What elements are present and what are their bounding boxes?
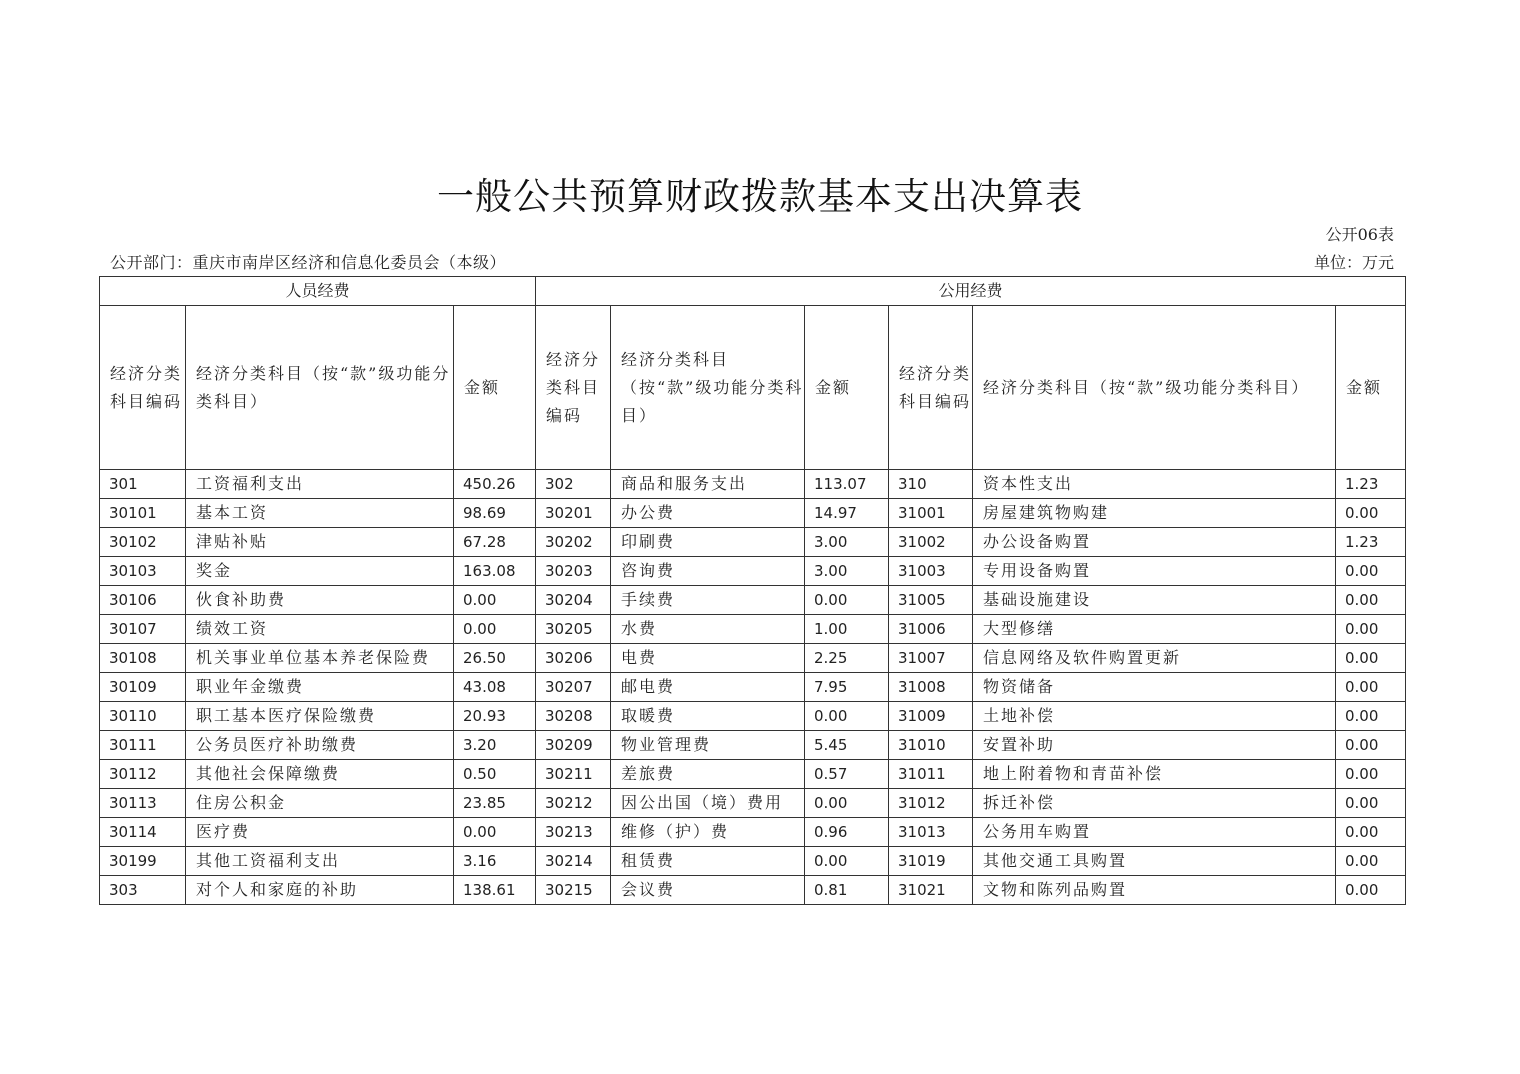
cell-name-a: 职业年金缴费 bbox=[186, 673, 454, 702]
header-amount-c: 金额 bbox=[1336, 306, 1406, 470]
column-header-row bbox=[100, 306, 1406, 470]
cell-code-a: 30101 bbox=[100, 499, 186, 528]
cell-name-a: 奖金 bbox=[186, 557, 454, 586]
cell-amount-c: 0.00 bbox=[1336, 760, 1406, 789]
cell-amount-b: 0.57 bbox=[805, 760, 889, 789]
cell-name-a: 住房公积金 bbox=[186, 789, 454, 818]
group-personnel: 人员经费 bbox=[100, 277, 536, 306]
table-row bbox=[100, 615, 1406, 644]
cell-amount-c: 0.00 bbox=[1336, 818, 1406, 847]
cell-name-a: 医疗费 bbox=[186, 818, 454, 847]
header-code-b: 经济分类科目编码 bbox=[536, 306, 611, 470]
cell-code-b: 30212 bbox=[536, 789, 611, 818]
cell-name-c: 地上附着物和青苗补偿 bbox=[973, 760, 1336, 789]
table-row bbox=[100, 818, 1406, 847]
header-code-c: 经济分类科目编码 bbox=[889, 306, 973, 470]
cell-name-b: 取暖费 bbox=[611, 702, 805, 731]
cell-amount-a: 0.00 bbox=[454, 586, 536, 615]
cell-amount-b: 0.00 bbox=[805, 789, 889, 818]
cell-code-c: 31012 bbox=[889, 789, 973, 818]
cell-amount-b: 0.00 bbox=[805, 586, 889, 615]
cell-name-c: 办公设备购置 bbox=[973, 528, 1336, 557]
cell-name-c: 土地补偿 bbox=[973, 702, 1336, 731]
cell-amount-b: 0.81 bbox=[805, 876, 889, 905]
cell-amount-a: 450.26 bbox=[454, 470, 536, 499]
cell-code-c: 31011 bbox=[889, 760, 973, 789]
form-number: 公开06表 bbox=[1325, 225, 1394, 244]
cell-code-a: 30199 bbox=[100, 847, 186, 876]
cell-amount-b: 2.25 bbox=[805, 644, 889, 673]
table-row bbox=[100, 789, 1406, 818]
cell-amount-c: 0.00 bbox=[1336, 644, 1406, 673]
cell-amount-a: 23.85 bbox=[454, 789, 536, 818]
cell-code-b: 30209 bbox=[536, 731, 611, 760]
cell-amount-a: 138.61 bbox=[454, 876, 536, 905]
cell-amount-a: 98.69 bbox=[454, 499, 536, 528]
cell-name-a: 公务员医疗补助缴费 bbox=[186, 731, 454, 760]
cell-name-a: 对个人和家庭的补助 bbox=[186, 876, 454, 905]
cell-name-a: 机关事业单位基本养老保险费 bbox=[186, 644, 454, 673]
cell-amount-a: 3.20 bbox=[454, 731, 536, 760]
header-name-a: 经济分类科目（按“款”级功能分类科目） bbox=[186, 306, 454, 470]
cell-name-b: 租赁费 bbox=[611, 847, 805, 876]
cell-code-c: 31003 bbox=[889, 557, 973, 586]
cell-code-c: 31002 bbox=[889, 528, 973, 557]
cell-code-c: 31019 bbox=[889, 847, 973, 876]
cell-code-b: 30214 bbox=[536, 847, 611, 876]
cell-code-a: 30112 bbox=[100, 760, 186, 789]
cell-amount-c: 0.00 bbox=[1336, 702, 1406, 731]
cell-code-a: 30110 bbox=[100, 702, 186, 731]
cell-name-c: 物资储备 bbox=[973, 673, 1336, 702]
cell-code-b: 30211 bbox=[536, 760, 611, 789]
cell-name-b: 物业管理费 bbox=[611, 731, 805, 760]
cell-code-c: 31009 bbox=[889, 702, 973, 731]
cell-name-b: 邮电费 bbox=[611, 673, 805, 702]
cell-amount-c: 0.00 bbox=[1336, 847, 1406, 876]
cell-code-b: 30208 bbox=[536, 702, 611, 731]
table-row bbox=[100, 847, 1406, 876]
cell-code-c: 31001 bbox=[889, 499, 973, 528]
table-row bbox=[100, 586, 1406, 615]
cell-amount-c: 1.23 bbox=[1336, 470, 1406, 499]
cell-name-a: 工资福利支出 bbox=[186, 470, 454, 499]
cell-code-c: 310 bbox=[889, 470, 973, 499]
header-name-c: 经济分类科目（按“款”级功能分类科目） bbox=[973, 306, 1336, 470]
cell-code-c: 31006 bbox=[889, 615, 973, 644]
cell-code-a: 30107 bbox=[100, 615, 186, 644]
cell-name-c: 大型修缮 bbox=[973, 615, 1336, 644]
table-row bbox=[100, 470, 1406, 499]
cell-name-c: 其他交通工具购置 bbox=[973, 847, 1336, 876]
cell-amount-c: 0.00 bbox=[1336, 615, 1406, 644]
cell-name-a: 绩效工资 bbox=[186, 615, 454, 644]
cell-name-c: 拆迁补偿 bbox=[973, 789, 1336, 818]
cell-code-a: 303 bbox=[100, 876, 186, 905]
cell-name-a: 伙食补助费 bbox=[186, 586, 454, 615]
cell-name-a: 津贴补贴 bbox=[186, 528, 454, 557]
cell-code-a: 30113 bbox=[100, 789, 186, 818]
group-header-row bbox=[100, 277, 1406, 306]
cell-name-a: 其他社会保障缴费 bbox=[186, 760, 454, 789]
cell-amount-a: 43.08 bbox=[454, 673, 536, 702]
cell-name-c: 文物和陈列品购置 bbox=[973, 876, 1336, 905]
cell-code-c: 31005 bbox=[889, 586, 973, 615]
cell-amount-c: 0.00 bbox=[1336, 673, 1406, 702]
cell-name-c: 安置补助 bbox=[973, 731, 1336, 760]
cell-amount-a: 0.00 bbox=[454, 615, 536, 644]
cell-amount-a: 26.50 bbox=[454, 644, 536, 673]
cell-amount-b: 3.00 bbox=[805, 557, 889, 586]
cell-name-b: 办公费 bbox=[611, 499, 805, 528]
cell-name-b: 因公出国（境）费用 bbox=[611, 789, 805, 818]
cell-name-a: 其他工资福利支出 bbox=[186, 847, 454, 876]
cell-amount-b: 0.00 bbox=[805, 702, 889, 731]
table-row bbox=[100, 876, 1406, 905]
cell-amount-a: 67.28 bbox=[454, 528, 536, 557]
cell-name-b: 会议费 bbox=[611, 876, 805, 905]
cell-code-b: 30203 bbox=[536, 557, 611, 586]
cell-code-b: 30204 bbox=[536, 586, 611, 615]
table-row bbox=[100, 528, 1406, 557]
table-row bbox=[100, 731, 1406, 760]
cell-name-b: 印刷费 bbox=[611, 528, 805, 557]
table-row bbox=[100, 702, 1406, 731]
expenditure-table bbox=[99, 276, 1406, 905]
cell-code-b: 30205 bbox=[536, 615, 611, 644]
cell-name-b: 手续费 bbox=[611, 586, 805, 615]
cell-name-a: 职工基本医疗保险缴费 bbox=[186, 702, 454, 731]
cell-name-b: 咨询费 bbox=[611, 557, 805, 586]
cell-amount-a: 0.50 bbox=[454, 760, 536, 789]
cell-code-c: 31021 bbox=[889, 876, 973, 905]
cell-code-a: 30111 bbox=[100, 731, 186, 760]
cell-amount-b: 3.00 bbox=[805, 528, 889, 557]
group-public: 公用经费 bbox=[536, 277, 1406, 306]
cell-amount-c: 0.00 bbox=[1336, 731, 1406, 760]
cell-name-b: 商品和服务支出 bbox=[611, 470, 805, 499]
cell-amount-c: 0.00 bbox=[1336, 499, 1406, 528]
cell-amount-b: 14.97 bbox=[805, 499, 889, 528]
cell-code-a: 301 bbox=[100, 470, 186, 499]
cell-code-a: 30109 bbox=[100, 673, 186, 702]
unit-label: 单位：万元 bbox=[1313, 253, 1394, 272]
cell-code-c: 31008 bbox=[889, 673, 973, 702]
cell-name-b: 差旅费 bbox=[611, 760, 805, 789]
cell-amount-c: 0.00 bbox=[1336, 789, 1406, 818]
cell-code-a: 30114 bbox=[100, 818, 186, 847]
header-code-a: 经济分类科目编码 bbox=[100, 306, 186, 470]
cell-code-b: 30202 bbox=[536, 528, 611, 557]
table-row bbox=[100, 760, 1406, 789]
table-row bbox=[100, 673, 1406, 702]
cell-code-c: 31013 bbox=[889, 818, 973, 847]
cell-code-b: 30206 bbox=[536, 644, 611, 673]
cell-code-a: 30106 bbox=[100, 586, 186, 615]
cell-name-c: 房屋建筑物购建 bbox=[973, 499, 1336, 528]
table-row bbox=[100, 557, 1406, 586]
cell-amount-a: 20.93 bbox=[454, 702, 536, 731]
cell-name-b: 维修（护）费 bbox=[611, 818, 805, 847]
cell-code-c: 31007 bbox=[889, 644, 973, 673]
cell-code-b: 30207 bbox=[536, 673, 611, 702]
table-row bbox=[100, 499, 1406, 528]
cell-amount-c: 0.00 bbox=[1336, 586, 1406, 615]
cell-amount-b: 0.96 bbox=[805, 818, 889, 847]
page-title: 一般公共预算财政拨款基本支出决算表 bbox=[437, 175, 1083, 218]
cell-amount-c: 0.00 bbox=[1336, 876, 1406, 905]
cell-name-c: 基础设施建设 bbox=[973, 586, 1336, 615]
cell-name-c: 公务用车购置 bbox=[973, 818, 1336, 847]
cell-name-c: 信息网络及软件购置更新 bbox=[973, 644, 1336, 673]
cell-code-b: 302 bbox=[536, 470, 611, 499]
header-amount-a: 金额 bbox=[454, 306, 536, 470]
cell-code-b: 30213 bbox=[536, 818, 611, 847]
department-label: 公开部门：重庆市南岸区经济和信息化委员会（本级） bbox=[110, 253, 507, 272]
cell-amount-c: 0.00 bbox=[1336, 557, 1406, 586]
cell-code-b: 30201 bbox=[536, 499, 611, 528]
cell-name-c: 资本性支出 bbox=[973, 470, 1336, 499]
header-name-b: 经济分类科目（按“款”级功能分类科目） bbox=[611, 306, 805, 470]
cell-code-a: 30102 bbox=[100, 528, 186, 557]
cell-name-b: 电费 bbox=[611, 644, 805, 673]
cell-amount-a: 3.16 bbox=[454, 847, 536, 876]
cell-name-b: 水费 bbox=[611, 615, 805, 644]
cell-amount-b: 7.95 bbox=[805, 673, 889, 702]
cell-amount-a: 163.08 bbox=[454, 557, 536, 586]
cell-amount-b: 1.00 bbox=[805, 615, 889, 644]
cell-code-a: 30103 bbox=[100, 557, 186, 586]
cell-amount-a: 0.00 bbox=[454, 818, 536, 847]
cell-name-c: 专用设备购置 bbox=[973, 557, 1336, 586]
cell-code-b: 30215 bbox=[536, 876, 611, 905]
header-amount-b: 金额 bbox=[805, 306, 889, 470]
cell-amount-b: 113.07 bbox=[805, 470, 889, 499]
cell-code-c: 31010 bbox=[889, 731, 973, 760]
cell-amount-b: 0.00 bbox=[805, 847, 889, 876]
cell-amount-b: 5.45 bbox=[805, 731, 889, 760]
table-row bbox=[100, 644, 1406, 673]
cell-code-a: 30108 bbox=[100, 644, 186, 673]
cell-name-a: 基本工资 bbox=[186, 499, 454, 528]
cell-amount-c: 1.23 bbox=[1336, 528, 1406, 557]
